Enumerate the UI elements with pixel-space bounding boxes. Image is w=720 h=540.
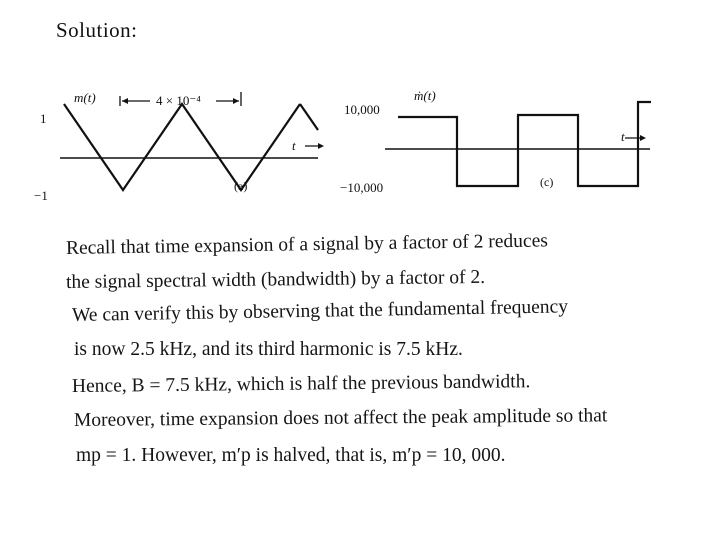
right-panel-label: (c) — [540, 175, 554, 189]
solution-body — [66, 232, 676, 473]
left-signal-label: m(t) — [74, 90, 96, 105]
right-axis-label: t — [621, 129, 625, 144]
text-line-6: Moreover, time expansion does not affect the peak amplitude so that — [73, 404, 608, 431]
waveform-figure — [0, 0, 720, 230]
slide-title: Solution: — [56, 18, 138, 42]
right-y-high-label: 10,000 — [344, 102, 380, 117]
text-line-5: Hence, B = 7.5 kHz, which is half the previous bandwidth. — [71, 371, 531, 397]
left-axis-label: t — [292, 138, 296, 153]
left-y-high-label: 1 — [40, 111, 47, 126]
right-signal-label: ṁ(t) — [414, 88, 436, 103]
right-y-low-label: −10,000 — [340, 180, 384, 195]
text-line-7: mp = 1. However, m′p is halved, that is, m′p = 10, 000. — [76, 445, 506, 466]
triangle-waveform — [64, 104, 300, 190]
text-line-3: We can verify this by observing that the fundamental frequency — [71, 296, 569, 326]
square-waveform — [398, 102, 651, 186]
text-line-4: is now 2.5 kHz, and its third harmonic is 7.5 kHz. — [74, 338, 463, 360]
text-line-1: Recall that time expansion of a signal by a factor of 2 reduces — [65, 230, 549, 259]
text-line-2: the signal spectral width (bandwidth) by a factor of 2. — [65, 266, 486, 293]
left-y-low-label: −1 — [34, 188, 48, 203]
square-wave-plot — [385, 102, 651, 186]
left-period-label: 4 × 10⁻⁴ — [156, 93, 201, 108]
left-panel-label: (a) — [234, 179, 248, 193]
